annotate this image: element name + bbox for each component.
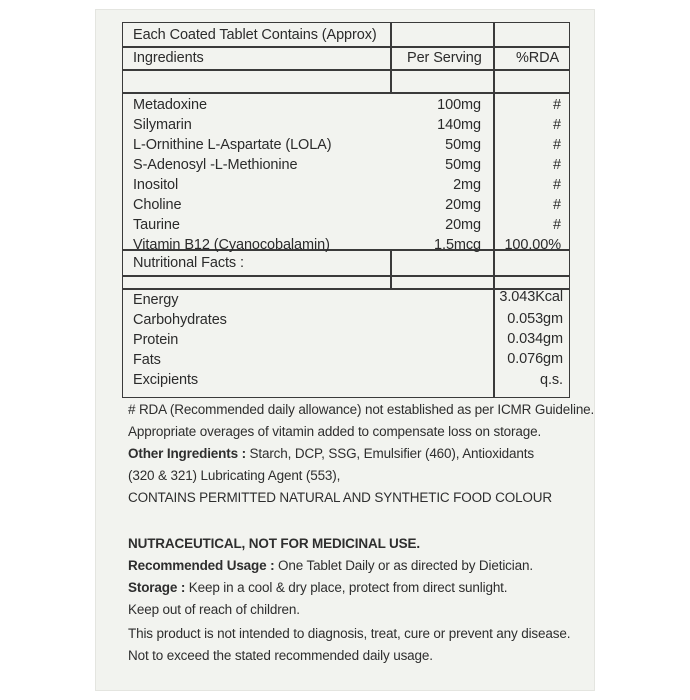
usage-label: Recommended Usage : <box>128 558 275 573</box>
nutrition-name: Excipients <box>133 372 199 388</box>
nutrition-name: Energy <box>133 292 179 308</box>
ingredient-serving: 20mg <box>445 197 481 213</box>
nutrition-value: 0.076gm <box>507 351 563 367</box>
nutrition-value: 0.053gm <box>507 311 563 327</box>
ingredient-rda: # <box>553 117 561 133</box>
ingredient-name: Metadoxine <box>133 97 207 113</box>
nutrition-name: Fats <box>133 352 161 368</box>
col-rda: %RDA <box>516 50 560 66</box>
ingredient-serving: 50mg <box>445 157 481 173</box>
ingredient-name: Choline <box>133 197 182 213</box>
other-ingredients-text: Starch, DCP, SSG, Emulsifier (460), Antioxidants <box>245 446 534 461</box>
nutrition-header: Nutritional Facts : <box>133 255 244 271</box>
ingredient-name: Inositol <box>133 177 179 193</box>
ingredient-serving: 100mg <box>437 97 481 113</box>
nutrition-name: Protein <box>133 332 179 348</box>
ingredient-rda: 100.00% <box>504 237 561 253</box>
other-ingredients-label: Other Ingredients : <box>128 446 246 461</box>
other-ingredients <box>128 444 534 464</box>
ingredient-rda: # <box>553 177 561 193</box>
ingredient-serving: 50mg <box>445 137 481 153</box>
ingredient-name: Taurine <box>133 217 180 233</box>
nutrition-value: 3.043Kcal <box>499 289 563 305</box>
nutrition-value: 0.034gm <box>507 331 563 347</box>
composition-table <box>122 22 570 398</box>
overage-note: Appropriate overages of vitamin added to compensate loss on storage. <box>128 424 542 439</box>
ingredient-serving: 1.5mcg <box>434 237 481 253</box>
ingredient-name: S-Adenosyl -L-Methionine <box>133 157 298 173</box>
disclaimer-note: This product is not intended to diagnosis, treat, cure or prevent any disease. <box>128 626 571 641</box>
storage-note <box>128 578 507 598</box>
ingredient-serving: 2mg <box>453 177 481 193</box>
ingredient-serving: 140mg <box>437 117 481 133</box>
storage-label: Storage : <box>128 580 186 595</box>
colour-note: CONTAINS PERMITTED NATURAL AND SYNTHETIC FOOD COLOUR <box>128 490 552 505</box>
storage-text: Keep in a cool & dry place, protect from direct sunlight. <box>185 580 508 595</box>
ingredient-rda: # <box>553 197 561 213</box>
usage-note <box>128 556 533 576</box>
nutrition-value: q.s. <box>540 372 563 388</box>
ingredient-rda: # <box>553 97 561 113</box>
label-card <box>96 10 594 690</box>
table-header: Each Coated Tablet Contains (Approx) <box>133 27 377 43</box>
children-note: Keep out of reach of children. <box>128 602 300 617</box>
nutraceutical-note: NUTRACEUTICAL, NOT FOR MEDICINAL USE. <box>128 536 420 551</box>
col-ingredients: Ingredients <box>133 50 204 66</box>
ingredient-serving: 20mg <box>445 217 481 233</box>
col-per-serving: Per Serving <box>407 50 482 66</box>
nutrition-name: Carbohydrates <box>133 312 227 328</box>
usage-text: One Tablet Daily or as directed by Dietician. <box>274 558 533 573</box>
other-ingredients-cont: (320 & 321) Lubricating Agent (553), <box>128 468 341 483</box>
exceed-note: Not to exceed the stated recommended daily usage. <box>128 648 433 663</box>
ingredient-name: Vitamin B12 (Cyanocobalamin) <box>133 237 330 253</box>
rda-note: # RDA (Recommended daily allowance) not established as per ICMR Guideline. <box>128 402 595 417</box>
ingredient-rda: # <box>553 217 561 233</box>
ingredient-name: Silymarin <box>133 117 192 133</box>
ingredient-rda: # <box>553 137 561 153</box>
ingredient-rda: # <box>553 157 561 173</box>
ingredient-name: L-Ornithine L-Aspartate (LOLA) <box>133 137 332 153</box>
